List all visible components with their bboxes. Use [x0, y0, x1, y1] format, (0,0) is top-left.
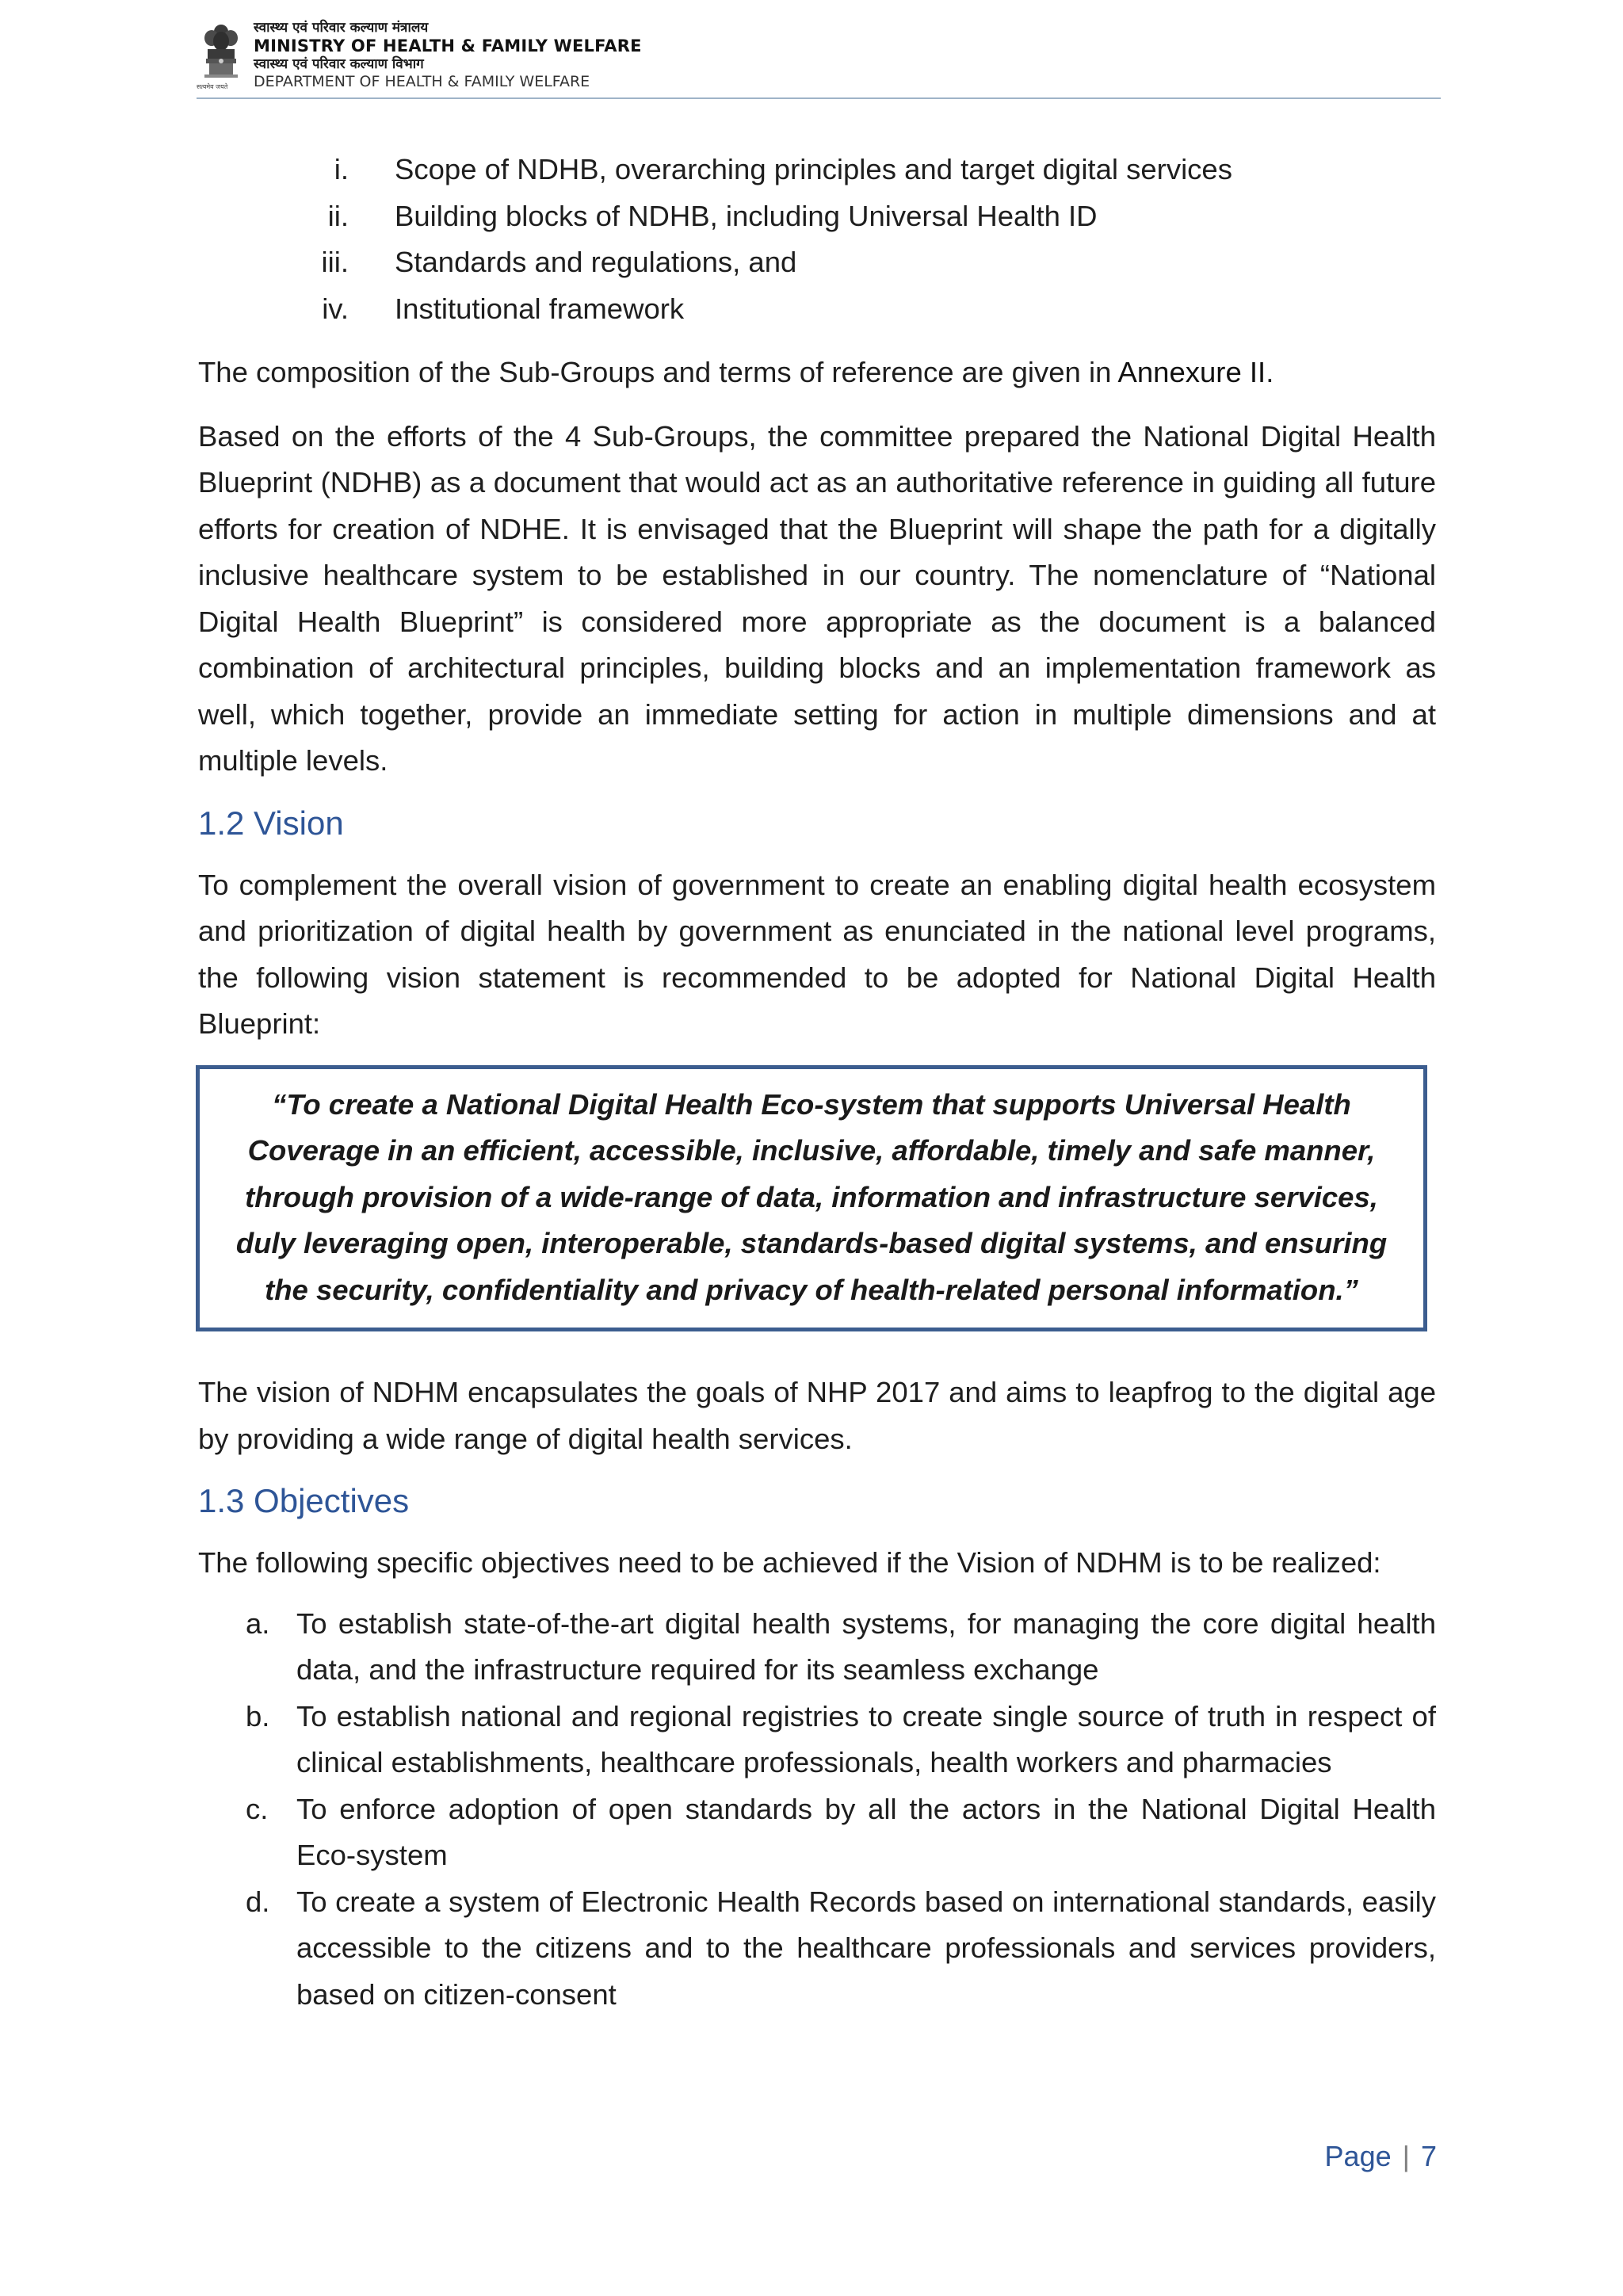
list-item: a. To establish state-of-the-art digital health systems, for managing the core digital health data, and the infrastructure required for its seamless exchange [246, 1606, 1436, 1686]
page-content [198, 147, 1436, 2018]
list-item: iii. Standards and regulations, and [321, 246, 797, 278]
page-footer [1325, 2140, 1437, 2173]
list-item: iv. Institutional framework [322, 292, 685, 325]
hindi-department-name: स्वास्थ्य एवं परिवार कल्याण विभाग [254, 56, 424, 72]
composition-paragraph: The composition of the Sub-Groups and terms of reference are given in Annexure II. [198, 356, 1274, 388]
page-label: Page [1324, 2140, 1392, 2172]
vision-intro-paragraph: To complement the overall vision of government to create an enabling digital health ecosystem and prioritization of digital health by government as enunciated in the national level programs, the following vision statement is recommended to be adopted for National Digital Health Blueprint: [198, 868, 1436, 1040]
blueprint-paragraph: Based on the efforts of the 4 Sub-Groups, the committee prepared the National Digital Health Blueprint (NDHB) as a document that would act as an authoritative reference in guiding all future efforts for creation of NDHE. It is envisaged that the Blueprint will shape the path for a digitally inclusive healthcare system to be established in our country. The nomenclature of “National Digital Health Blueprint” is considered more appropriate as the document is a balanced combination of architectural principles, building blocks and an implementation framework as well, which together, provide an immediate setting for action in multiple dimensions and at multiple levels. [198, 419, 1436, 777]
list-item: d. To create a system of Electronic Health Records based on international standards, easily accessible to the citizens and to the healthcare professionals and services providers, based on citizen-consent [246, 1885, 1436, 2011]
section-heading-vision: 1.2 Vision [198, 804, 344, 842]
hindi-ministry-name: स्वास्थ्य एवं परिवार कल्याण मंत्रालय [254, 20, 429, 36]
list-item: c. To enforce adoption of open standards by all the actors in the National Digital Health Eco-system [246, 1792, 1436, 1871]
page-number: 7 [1420, 2140, 1437, 2172]
ministry-name: MINISTRY OF HEALTH & FAMILY WELFARE [254, 36, 642, 55]
vision-statement-box [196, 1065, 1427, 1332]
annexure-link[interactable]: Annexure II [1117, 356, 1266, 388]
objectives-list [198, 1601, 1436, 2019]
vision-statement: “To create a National Digital Health Eco-system that supports Universal Health Coverage in an efficient, accessible, inclusive, affordable, timely and safe manner, through provision of a wide-range of data, information and infrastructure services, duly leveraging open, interoperable, standards-based digital systems, and ensuring the security, confidentiality and privacy of health-related personal information.” [235, 1087, 1388, 1306]
objectives-intro-paragraph: The following specific objectives need to be achieved if the Vision of NDHM is to be realized: [198, 1546, 1381, 1579]
header-text [254, 19, 808, 90]
header-divider [197, 97, 1441, 99]
subgroup-list [198, 147, 1436, 332]
vision-closing-paragraph: The vision of NDHM encapsulates the goals of NHP 2017 and aims to leapfrog to the digital age by providing a wide range of digital health services. [198, 1376, 1436, 1455]
section-heading-objectives: 1.3 Objectives [198, 1482, 410, 1519]
page-separator: | [1402, 2140, 1410, 2172]
list-item: i. Scope of NDHB, overarching principles and target digital services [334, 153, 1232, 185]
list-item: b. To establish national and regional registries to create single source of truth in respect of clinical establishments, healthcare professionals, health workers and pharmacies [246, 1699, 1436, 1778]
page-header [197, 17, 1441, 97]
list-item: ii. Building blocks of NDHB, including Universal Health ID [327, 199, 1098, 232]
emblem-caption: सत्यमेव जयते [197, 83, 228, 90]
department-name: DEPARTMENT OF HEALTH & FAMILY WELFARE [254, 73, 590, 90]
